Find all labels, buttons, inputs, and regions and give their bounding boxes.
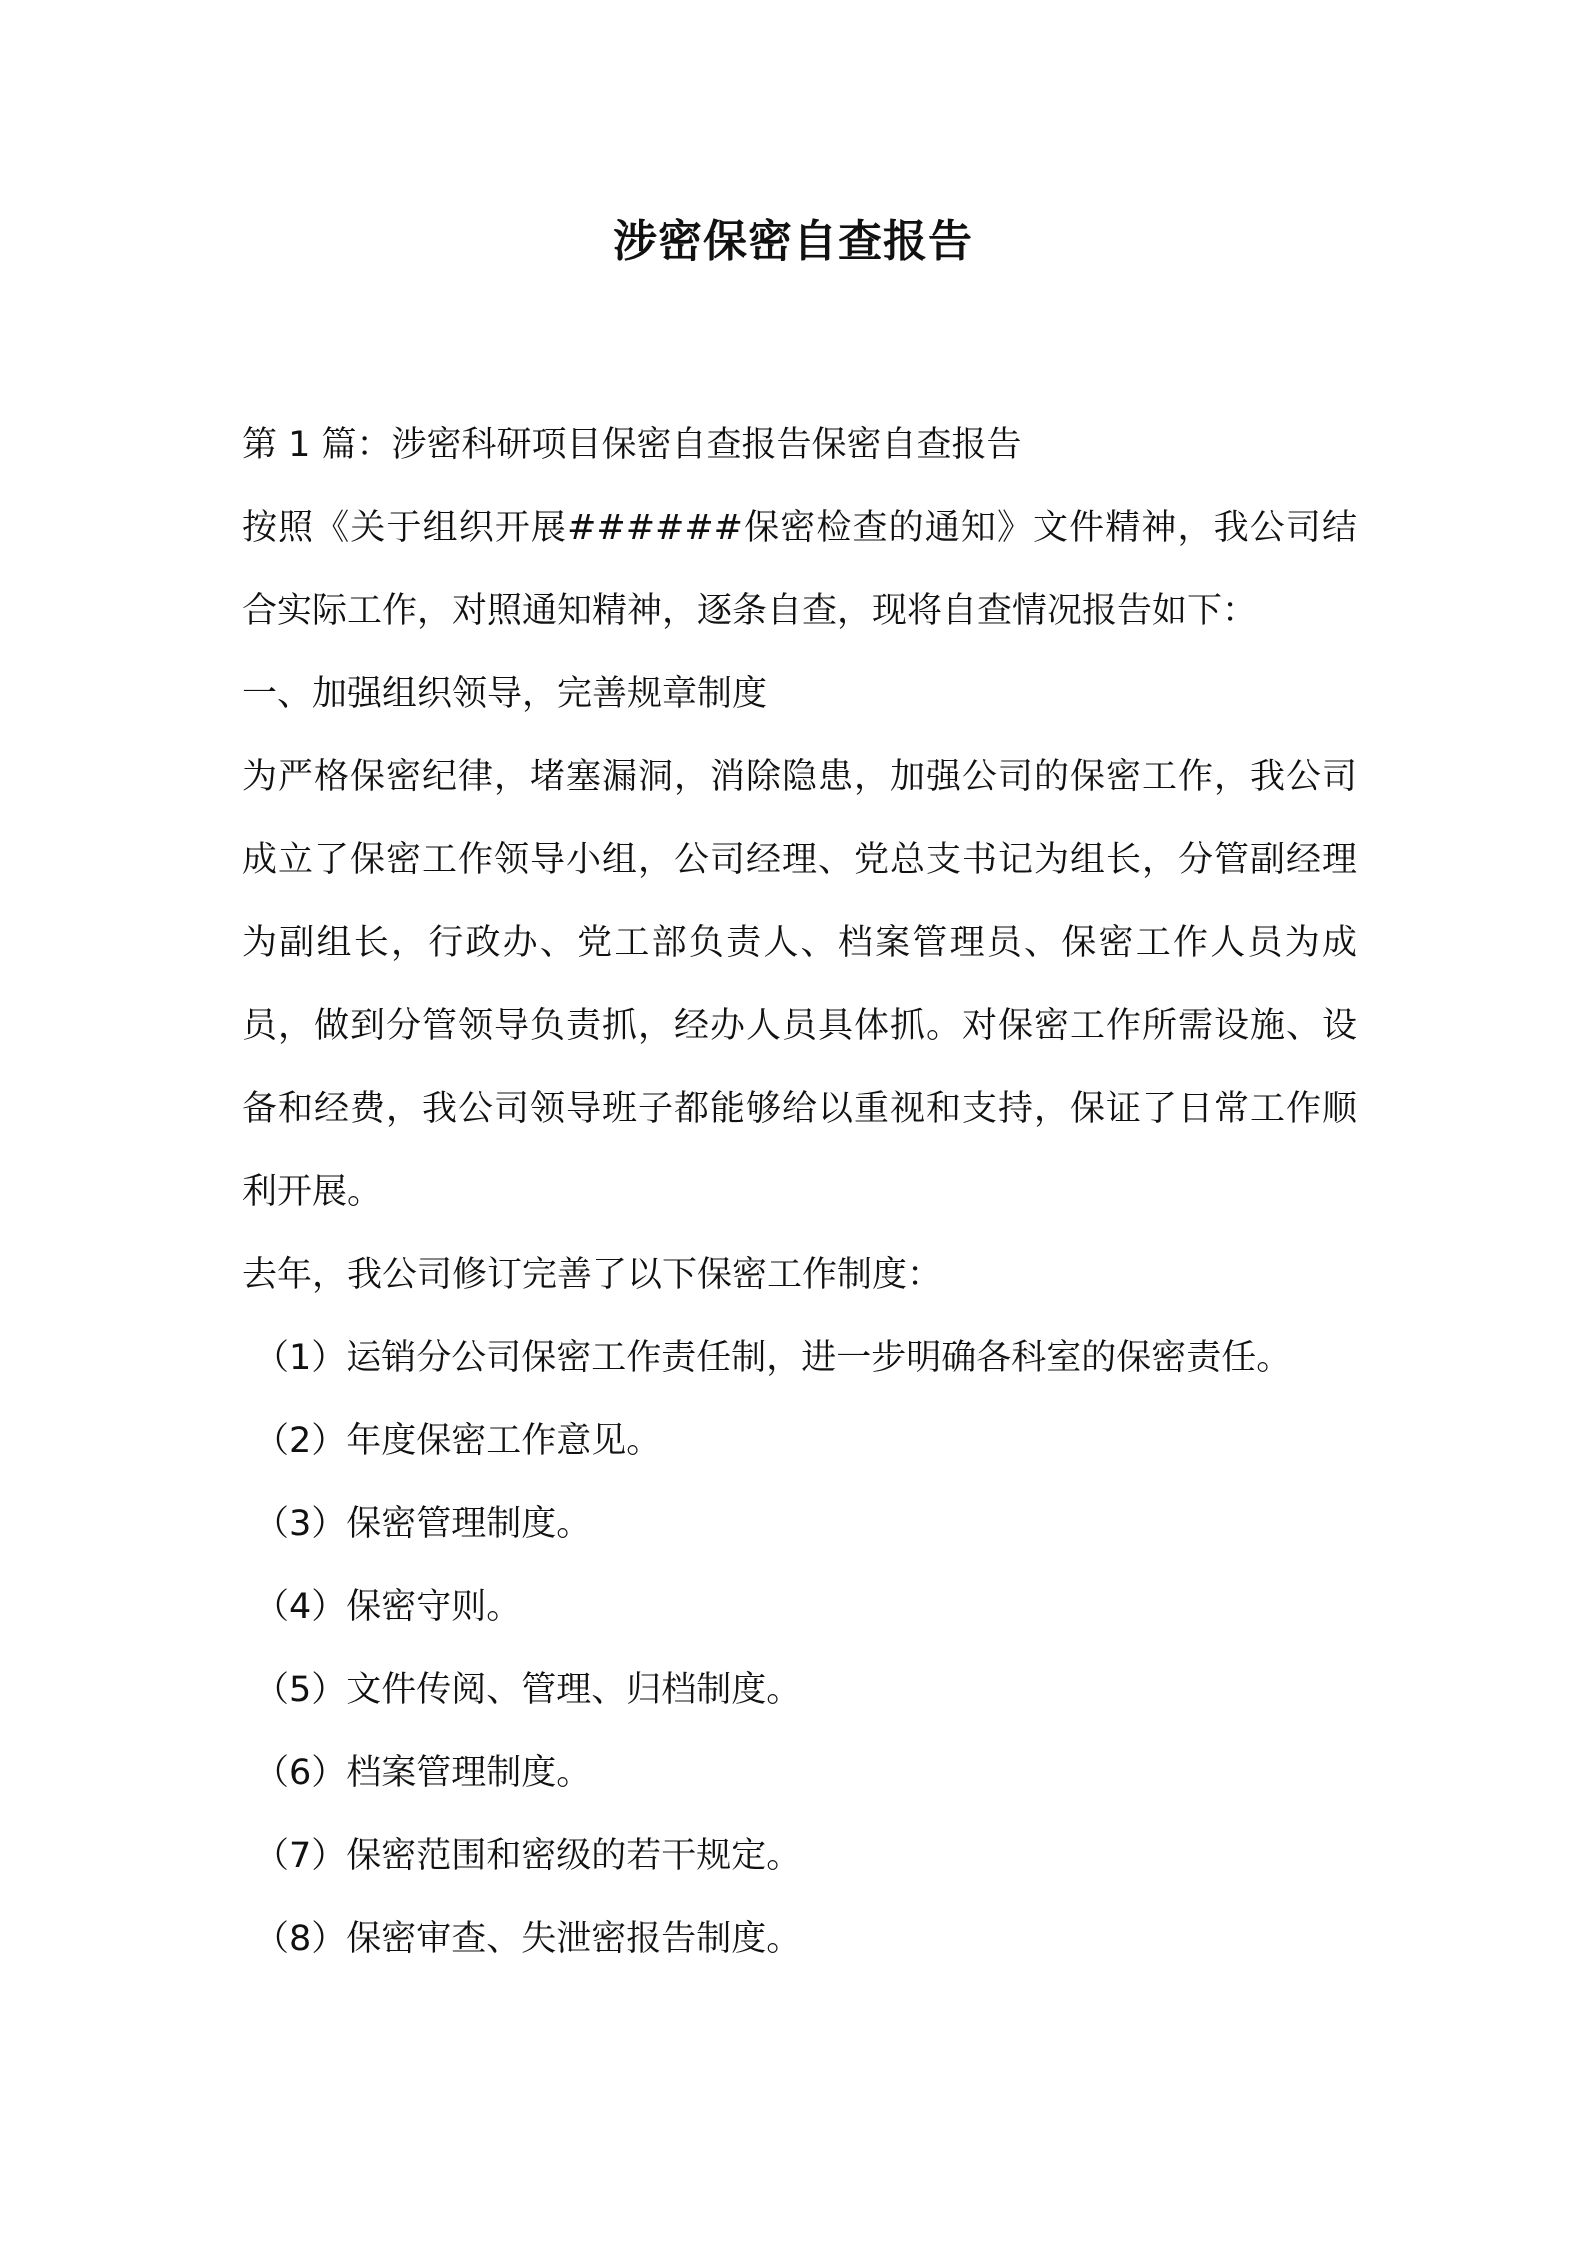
intro-paragraph: 按照《关于组织开展######保密检查的通知》文件精神，我公司结合实际工作，对照通知精神，逐条自查，现将自查情况报告如下： [242, 508, 1357, 631]
heading-1: 一、加强组织领导，完善规章制度 [242, 674, 768, 714]
list-item: （5）文件传阅、管理、归档制度。 [254, 1670, 802, 1710]
document-title: 涉密保密自查报告 [613, 216, 973, 267]
paragraph-2: 去年，我公司修订完善了以下保密工作制度： [242, 1255, 943, 1295]
list-item: （7）保密范围和密级的若干规定。 [254, 1836, 802, 1876]
list-item: （3）保密管理制度。 [254, 1504, 592, 1544]
document-body [242, 404, 1357, 1981]
list-item: （8）保密审查、失泄密报告制度。 [254, 1919, 802, 1959]
list-item: （6）档案管理制度。 [254, 1753, 592, 1793]
list-item: （2）年度保密工作意见。 [254, 1421, 662, 1461]
list-item: （4）保密守则。 [254, 1587, 522, 1627]
list-item: （1）运销分公司保密工作责任制，进一步明确各科室的保密责任。 [254, 1338, 1292, 1378]
paragraph-1: 为严格保密纪律，堵塞漏洞，消除隐患，加强公司的保密工作，我公司成立了保密工作领导小组，公司经理、党总支书记为组长，分管副经理为副组长，行政办、党工部负责人、档案管理员、保密工作人员为成员，做到分管领导负责抓，经办人员具体抓。对保密工作所需设施、设备和经费，我公司领导班子都能够给以重视和支持，保证了日常工作顺利开展。 [242, 757, 1357, 1212]
section-heading: 第 1 篇：涉密科研项目保密自查报告保密自查报告 [242, 425, 1022, 465]
